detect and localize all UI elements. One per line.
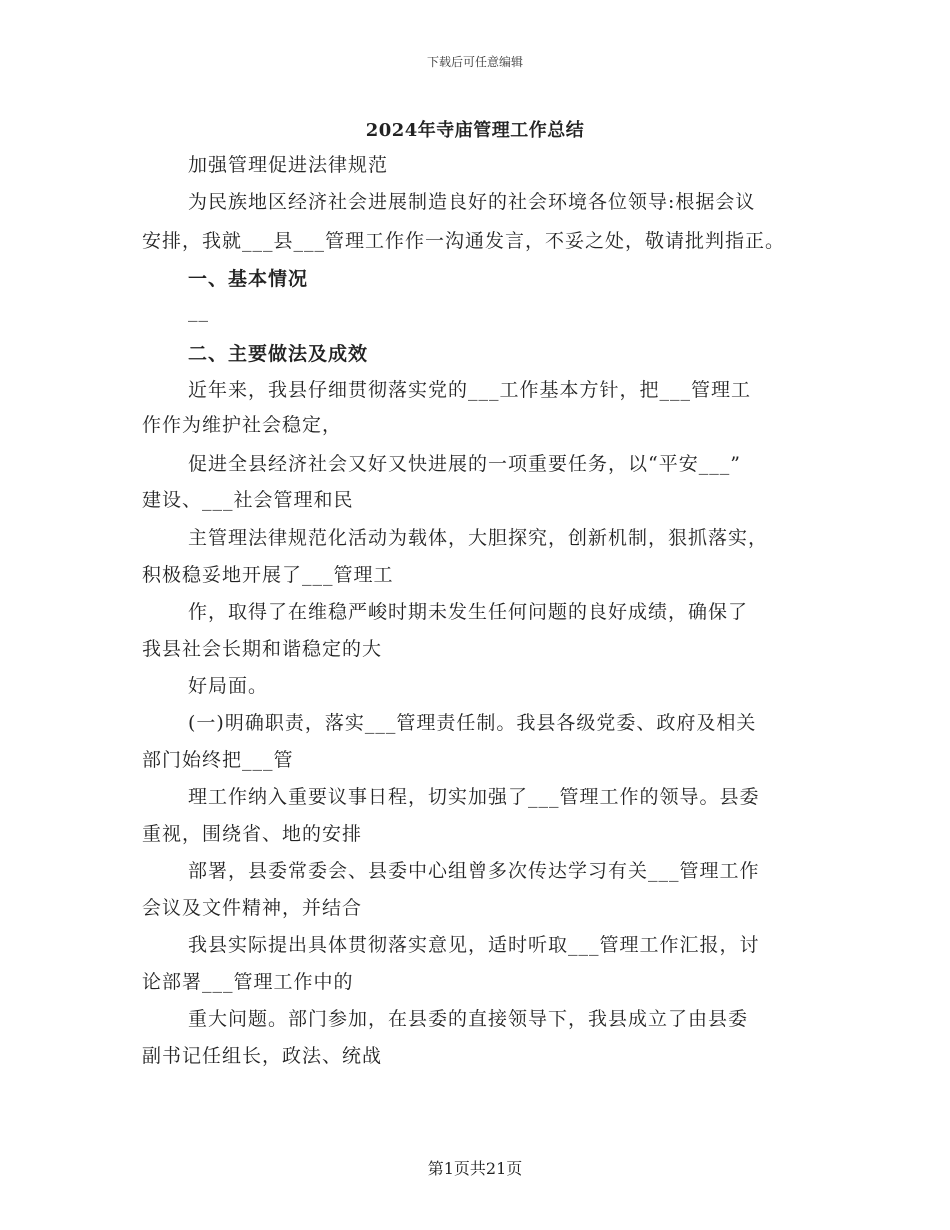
paragraph-line: 建设、___社会管理和民 [142, 489, 354, 511]
paragraph-line: 作作为维护社会稳定， [142, 414, 343, 436]
blank-placeholder: __ [188, 300, 209, 322]
paragraph-line: 积极稳妥地开展了___管理工 [142, 564, 394, 586]
paragraph-line: 我县社会长期和谐稳定的大 [142, 638, 383, 660]
section-heading-1: 一、基本情况 [188, 268, 309, 290]
paragraph-line: 近年来，我县仔细贯彻落实党的___工作基本方针，把___管理工 [188, 379, 752, 401]
paragraph-line: 为民族地区经济社会进展制造良好的社会环境各位领导:根据会议 [188, 191, 756, 213]
paragraph-line: 重视，围绕省、地的安排 [142, 823, 363, 845]
paragraph-line: 部门始终把___管 [142, 749, 294, 771]
paragraph-line: 部署，县委常委会、县委中心组曾多次传达学习有关___管理工作 [188, 860, 760, 882]
paragraph-line: 理工作纳入重要议事日程，切实加强了___管理工作的领导。县委 [188, 786, 760, 808]
page-number-footer: 第1页共21页 [427, 1159, 523, 1178]
paragraph-line: 作，取得了在维稳严峻时期未发生任何问题的良好成绩，确保了 [188, 601, 749, 623]
paragraph-line: 促进全县经济社会又好又快进展的一项重要任务，以“平安___” [188, 453, 741, 475]
paragraph-line: 好局面。 [188, 675, 269, 697]
paragraph-line: 安排，我就___县___管理工作作一沟通发言，不妥之处，敬请批判指正。 [142, 230, 786, 252]
paragraph-line: 我县实际提出具体贯彻落实意见，适时听取___管理工作汇报，讨 [188, 934, 760, 956]
paragraph-line: 副书记任组长，政法、统战 [142, 1045, 383, 1067]
document-title: 2024年寺庙管理工作总结 [365, 120, 585, 141]
section-heading-2: 二、主要做法及成效 [188, 343, 369, 365]
header-note: 下载后可任意编辑 [426, 55, 523, 69]
paragraph-line: 论部署___管理工作中的 [142, 971, 354, 993]
paragraph-line: 会议及文件精神，并结合 [142, 897, 363, 919]
paragraph-line: 重大问题。部门参加，在县委的直接领导下，我县成立了由县委 [188, 1008, 749, 1030]
paragraph-line: 主管理法律规范化活动为载体，大胆探究，创新机制，狠抓落实， [188, 527, 769, 549]
paragraph-line: (一)明确职责，落实___管理责任制。我县各级党委、政府及相关 [188, 712, 757, 734]
paragraph-line: 加强管理促进法律规范 [188, 154, 389, 176]
